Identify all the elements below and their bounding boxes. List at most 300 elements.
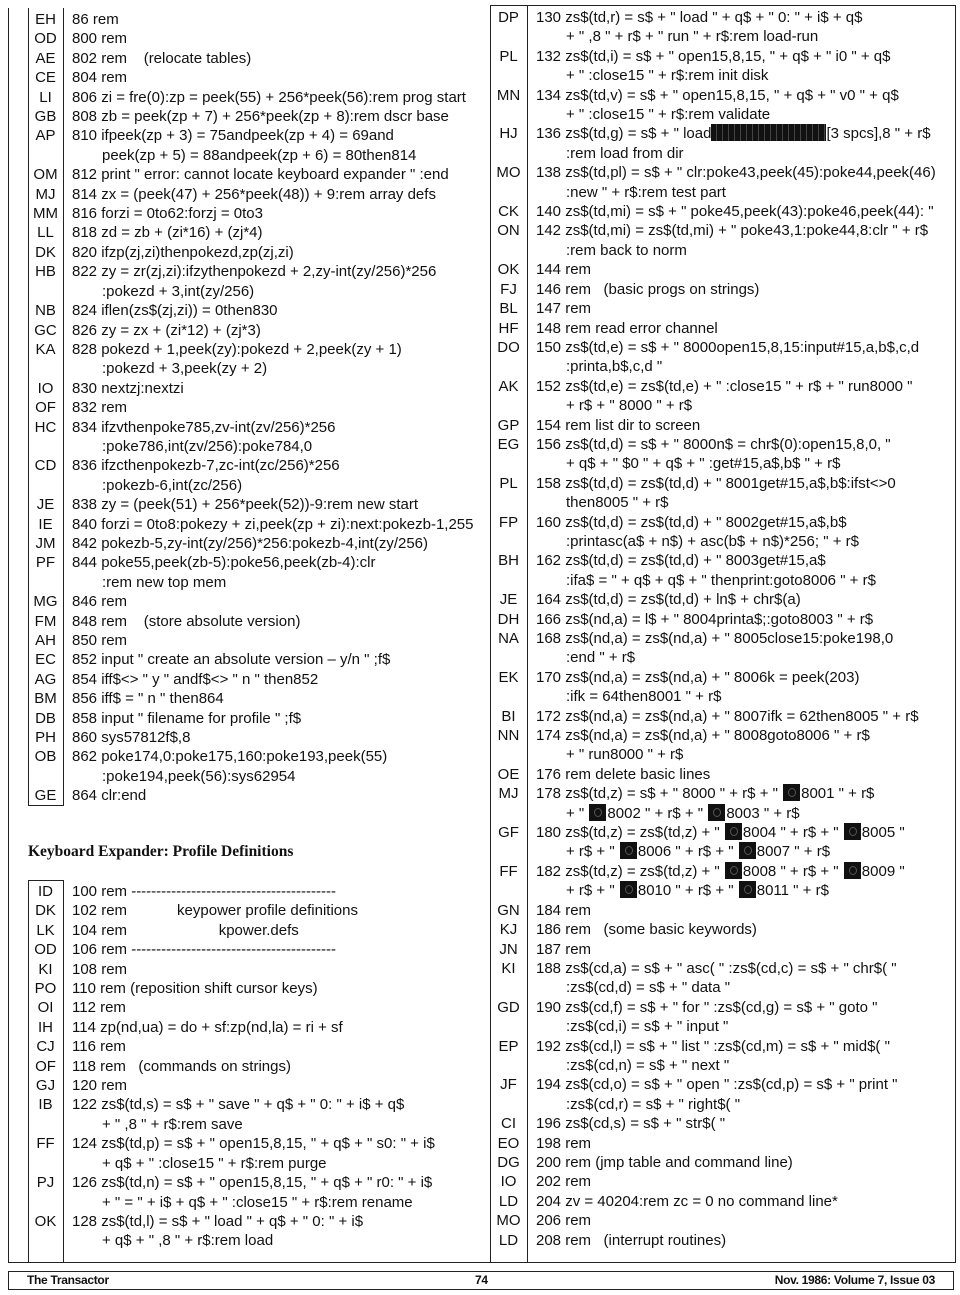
checksum-label: DG bbox=[497, 1153, 520, 1171]
code-text: 186 rem (some basic keywords) bbox=[536, 921, 757, 939]
code-segment: 8003 " + r$ bbox=[726, 804, 800, 822]
reverse-q-block-icon bbox=[844, 862, 861, 879]
checksum-label: OB bbox=[34, 748, 57, 766]
profile-code-listing bbox=[28, 882, 435, 1251]
code-text: :rem back to norm bbox=[566, 241, 687, 259]
code-text: 808 zb = peek(zp + 7) + 256*peek(zp + 8):rem dscr base bbox=[72, 108, 449, 126]
listing-line bbox=[490, 648, 936, 667]
checksum-label: KI bbox=[38, 960, 53, 978]
listing-line bbox=[490, 396, 936, 415]
listing-line bbox=[490, 1017, 936, 1036]
code-text: + q$ + " ,8 " + r$:rem load bbox=[102, 1232, 274, 1250]
listing-line bbox=[28, 340, 473, 359]
code-text: 842 pokezb-5,zy-int(zy/256)*256:pokezb-4,int(zy/256) bbox=[72, 534, 429, 552]
checksum-label: KA bbox=[35, 340, 56, 358]
checksum-label: DB bbox=[35, 709, 56, 727]
checksum-label: AE bbox=[35, 49, 56, 67]
code-text: 168 zs$(nd,a) = zs$(nd,a) + " 8005close15:poke198,0 bbox=[536, 630, 894, 647]
code-text: 164 zs$(td,d) = zs$(td,d) + ln$ + chr$(a) bbox=[536, 591, 801, 609]
listing-line bbox=[28, 1173, 435, 1192]
checksum-label: OF bbox=[35, 399, 56, 417]
code-text: 846 rem bbox=[72, 593, 128, 611]
code-text: 150 zs$(td,e) = s$ + " 8000open15,8,15:input#15,a,b$,c,d bbox=[536, 338, 920, 356]
code-text: :pokezb-6,int(zc/256) bbox=[102, 476, 243, 494]
checksum-label: JF bbox=[500, 1076, 517, 1094]
listing-line bbox=[28, 10, 473, 29]
checksum-label bbox=[490, 105, 527, 124]
checksum-label bbox=[28, 767, 63, 786]
reverse-q-block-icon bbox=[725, 823, 742, 840]
footer-page-number: 74 bbox=[475, 1273, 488, 1287]
reverse-q-block-icon bbox=[589, 804, 606, 821]
checksum-label: NN bbox=[497, 727, 520, 745]
checksum-label: FM bbox=[34, 612, 57, 630]
code-text: 104 rem kpower.defs bbox=[72, 921, 299, 939]
code-text: 814 zx = (peek(47) + 256*peek(48)) + 9:rem array defs bbox=[72, 185, 436, 203]
code-text: 114 zp(nd,ua) = do + sf:zp(nd,la) = ri + sf bbox=[72, 1018, 343, 1036]
checksum-label: AK bbox=[498, 377, 519, 395]
listing-line bbox=[28, 126, 473, 145]
listing-line bbox=[490, 784, 936, 803]
code-text: 108 rem bbox=[72, 960, 128, 978]
listing-line bbox=[490, 241, 936, 260]
code-text: 806 zi = fre(0):zp = peek(55) + 256*peek(56):rem prog start bbox=[72, 88, 466, 106]
listing-line bbox=[490, 163, 936, 182]
checksum-label bbox=[490, 396, 527, 415]
code-text: 166 zs$(nd,a) = l$ + " 8004printa$;:goto8003 " + r$ bbox=[536, 610, 874, 628]
checksum-label: AP bbox=[35, 127, 56, 145]
code-text: 128 zs$(td,l) = s$ + " load " + q$ + " 0: " + i$ bbox=[72, 1212, 364, 1230]
listing-line bbox=[490, 862, 936, 881]
listing-line bbox=[490, 493, 936, 512]
checksum-label: DK bbox=[35, 243, 56, 261]
listing-line bbox=[28, 650, 473, 669]
checksum-label bbox=[28, 282, 63, 301]
code-text: 856 iff$ = " n " then864 bbox=[72, 690, 224, 708]
checksum-label: MO bbox=[496, 1212, 521, 1230]
code-text: 124 zs$(td,p) = s$ + " open15,8,15, " + q$ + " s0: " + i$ bbox=[72, 1135, 435, 1153]
listing-line bbox=[490, 260, 936, 279]
listing-line bbox=[490, 338, 936, 357]
listing-line bbox=[490, 940, 936, 959]
checksum-label: DH bbox=[497, 610, 520, 628]
code-text: 176 rem delete basic lines bbox=[536, 765, 711, 783]
code-text: 818 zd = zb + (zi*16) + (zj*4) bbox=[72, 224, 263, 242]
code-text: 138 zs$(td,pl) = s$ + " clr:poke43,peek(45):poke44,peek(46) bbox=[536, 164, 936, 182]
page-bottom-rule bbox=[8, 1262, 955, 1263]
checksum-label: OM bbox=[33, 166, 58, 184]
listing-line bbox=[28, 418, 473, 437]
code-text: + r$ + " 8000 " + r$ bbox=[566, 397, 693, 415]
code-text: 810 ifpeek(zp + 3) = 75andpeek(zp + 4) = 69and bbox=[72, 127, 394, 145]
checksum-label: DP bbox=[498, 9, 519, 26]
code-segment: 8007 " + r$ bbox=[756, 843, 831, 861]
checksum-label: GB bbox=[34, 108, 57, 126]
code-segment: + " bbox=[566, 804, 589, 822]
reverse-q-block-icon bbox=[739, 842, 756, 859]
code-text: 162 zs$(td,d) = zs$(td,d) + " 8003get#15,a$ bbox=[536, 552, 826, 570]
code-text: 200 rem (jmp table and command line) bbox=[536, 1153, 793, 1171]
checksum-label bbox=[28, 476, 63, 495]
checksum-label bbox=[28, 359, 63, 378]
listing-line bbox=[28, 146, 473, 165]
checksum-label: EG bbox=[497, 435, 520, 453]
code-text: 192 zs$(cd,l) = s$ + " list " :zs$(cd,m) = s$ + " mid$( " bbox=[536, 1037, 890, 1055]
code-text: 100 rem ----------------------------------------- bbox=[72, 883, 336, 900]
checksum-label: DO bbox=[497, 338, 520, 356]
listing-line bbox=[28, 262, 473, 281]
checksum-label bbox=[490, 27, 527, 46]
code-segment: 8001 " + r$ bbox=[801, 785, 875, 803]
listing-line bbox=[490, 66, 936, 85]
checksum-label: BM bbox=[34, 690, 57, 708]
checksum-label bbox=[490, 532, 527, 551]
listing-line bbox=[28, 204, 473, 223]
code-text: :zs$(cd,n) = s$ + " next " bbox=[566, 1056, 730, 1074]
listing-line bbox=[28, 882, 435, 901]
code-segment: [3 spcs],8 " + r$ bbox=[826, 125, 931, 143]
listing-line bbox=[28, 553, 473, 572]
checksum-label bbox=[490, 1017, 527, 1036]
listing-line bbox=[490, 959, 936, 978]
listing-line bbox=[28, 515, 473, 534]
code-text: 816 forzi = 0to62:forzj = 0to3 bbox=[72, 205, 263, 223]
code-segment: 8004 " + r$ + " bbox=[742, 824, 843, 842]
code-text: 146 rem (basic progs on strings) bbox=[536, 280, 760, 298]
listing-line bbox=[28, 998, 435, 1017]
code-text: 144 rem bbox=[536, 261, 592, 279]
listing-line bbox=[490, 319, 936, 338]
checksum-label: NB bbox=[35, 302, 56, 320]
code-text: :poke194,peek(56):sys62954 bbox=[102, 767, 296, 785]
code-text: 194 zs$(cd,o) = s$ + " open " :zs$(cd,p) = s$ + " print " bbox=[536, 1076, 898, 1094]
code-text: 130 zs$(td,r) = s$ + " load " + q$ + " 0: " + i$ + q$ bbox=[536, 9, 863, 26]
checksum-label bbox=[490, 687, 527, 706]
code-text: 804 rem bbox=[72, 69, 128, 87]
code-text bbox=[527, 124, 931, 143]
listing-line bbox=[28, 921, 435, 940]
checksum-label: IO bbox=[37, 379, 54, 397]
listing-line bbox=[28, 88, 473, 107]
reverse-q-block-icon bbox=[783, 784, 800, 801]
listing-line bbox=[28, 282, 473, 301]
checksum-label: GN bbox=[497, 901, 520, 919]
reverse-cursor-bar-icon bbox=[711, 124, 826, 141]
checksum-label: HB bbox=[35, 263, 56, 281]
listing-line bbox=[490, 1153, 936, 1172]
code-text: 800 rem bbox=[72, 30, 128, 48]
reverse-q-block-icon bbox=[708, 804, 725, 821]
code-text: 840 forzi = 0to8:pokezy + zi,peek(zp + zi):next:pokezb-1,255 bbox=[72, 515, 474, 533]
checksum-label: MJ bbox=[35, 185, 56, 203]
checksum-label: PL bbox=[499, 47, 518, 65]
code-text: + q$ + " $0 " + q$ + " :get#15,a$,b$ " + r$ bbox=[566, 455, 841, 473]
listing-line bbox=[28, 1154, 435, 1173]
checksum-label: EC bbox=[35, 651, 56, 669]
listing-line bbox=[490, 513, 936, 532]
listing-line bbox=[28, 767, 473, 786]
checksum-label: HC bbox=[34, 418, 57, 436]
checksum-label: OF bbox=[35, 1057, 56, 1075]
listing-line bbox=[28, 534, 473, 553]
code-text: 836 ifzcthenpokezb-7,zc-int(zc/256)*256 bbox=[72, 457, 340, 475]
code-segment: 180 zs$(td,z) = zs$(td,z) + " bbox=[536, 824, 724, 842]
code-text: 860 sys57812f$,8 bbox=[72, 729, 191, 747]
checksum-label: OI bbox=[37, 999, 54, 1017]
checksum-label: EO bbox=[497, 1134, 520, 1152]
listing-line bbox=[490, 435, 936, 454]
checksum-label bbox=[490, 241, 527, 260]
code-segment: 8010 " + r$ + " bbox=[637, 882, 738, 900]
listing-line bbox=[28, 689, 473, 708]
listing-line bbox=[490, 610, 936, 629]
listing-line bbox=[490, 707, 936, 726]
checksum-label bbox=[28, 573, 63, 592]
listing-line bbox=[490, 687, 936, 706]
listing-line bbox=[28, 68, 473, 87]
code-text: 188 zs$(cd,a) = s$ + " asc( " :zs$(cd,c) = s$ + " chr$( " bbox=[536, 959, 897, 977]
code-text: :pokezd + 3,int(zy/256) bbox=[102, 282, 255, 300]
checksum-label: FP bbox=[498, 513, 519, 531]
left-code-listing bbox=[28, 10, 473, 806]
reverse-q-block-icon bbox=[725, 862, 742, 879]
code-text: 148 rem read error channel bbox=[536, 319, 718, 337]
code-text: :printa,b$,c,d " bbox=[566, 358, 663, 376]
checksum-label: GJ bbox=[35, 1077, 56, 1095]
checksum-label bbox=[490, 978, 527, 997]
listing-line bbox=[490, 745, 936, 764]
listing-line bbox=[28, 612, 473, 631]
code-segment: 8011 " + r$ bbox=[756, 882, 829, 900]
code-text: 850 rem bbox=[72, 632, 128, 649]
code-text: 112 rem bbox=[72, 999, 126, 1017]
code-text: 834 ifzvthenpoke785,zv-int(zv/256)*256 bbox=[72, 418, 336, 436]
listing-line bbox=[490, 377, 936, 396]
code-text bbox=[527, 784, 874, 803]
listing-line bbox=[28, 747, 473, 766]
checksum-label: FF bbox=[499, 862, 518, 880]
code-text: 830 nextzj:nextzi bbox=[72, 379, 184, 397]
code-text: 184 rem bbox=[536, 901, 592, 919]
code-text: :printasc(a$ + n$) + asc(b$ + n$)*256; " + r$ bbox=[566, 532, 859, 550]
listing-line bbox=[490, 998, 936, 1017]
listing-line bbox=[490, 551, 936, 570]
code-segment: 8009 " bbox=[861, 862, 905, 880]
checksum-label bbox=[28, 1193, 63, 1212]
listing-line bbox=[490, 571, 936, 590]
code-text: :zs$(cd,d) = s$ + " data " bbox=[566, 979, 731, 997]
reverse-q-block-icon bbox=[844, 823, 861, 840]
checksum-label: JN bbox=[499, 940, 518, 958]
checksum-label: JM bbox=[35, 534, 56, 552]
code-text: + " ,8 " + r$:rem save bbox=[102, 1115, 243, 1133]
checksum-label bbox=[490, 493, 527, 512]
listing-line bbox=[28, 709, 473, 728]
listing-line bbox=[490, 474, 936, 493]
checksum-label bbox=[28, 1115, 63, 1134]
code-text: 86 rem bbox=[72, 11, 119, 28]
code-text: + " run8000 " + r$ bbox=[566, 746, 684, 764]
checksum-label: LI bbox=[39, 88, 52, 106]
checksum-label bbox=[490, 648, 527, 667]
listing-line bbox=[490, 27, 936, 46]
code-text: 206 rem bbox=[536, 1212, 592, 1230]
code-segment: + r$ + " bbox=[566, 843, 619, 861]
checksum-label: HF bbox=[498, 319, 519, 337]
listing-line bbox=[28, 1193, 435, 1212]
listing-line bbox=[490, 299, 936, 318]
listing-line bbox=[28, 1231, 435, 1250]
checksum-label: PJ bbox=[36, 1174, 55, 1192]
checksum-label: IO bbox=[500, 1173, 517, 1191]
code-text: + " = " + i$ + q$ + " :close15 " + r$:rem rename bbox=[102, 1193, 413, 1211]
listing-line bbox=[28, 592, 473, 611]
code-segment: 136 zs$(td,g) = s$ + " load bbox=[536, 125, 712, 143]
code-text: 802 rem (relocate tables) bbox=[72, 49, 252, 67]
checksum-label: GF bbox=[498, 824, 519, 842]
code-segment: 178 zs$(td,z) = s$ + " 8000 " + r$ + " bbox=[536, 785, 783, 803]
listing-line bbox=[490, 454, 936, 473]
listing-line bbox=[28, 165, 473, 184]
profile-listing-top-rule bbox=[28, 880, 64, 881]
code-text bbox=[527, 842, 830, 861]
checksum-label: OD bbox=[34, 30, 57, 48]
checksum-label: PL bbox=[499, 474, 518, 492]
checksum-label: GC bbox=[34, 321, 57, 339]
listing-line bbox=[28, 573, 473, 592]
code-text: 110 rem (reposition shift cursor keys) bbox=[72, 980, 318, 998]
listing-line bbox=[28, 495, 473, 514]
listing-line bbox=[490, 1075, 936, 1094]
code-text: 106 rem ----------------------------------------- bbox=[72, 941, 336, 959]
listing-line bbox=[28, 321, 473, 340]
code-text: 864 clr:end bbox=[72, 787, 147, 805]
code-text: 154 rem list dir to screen bbox=[536, 416, 701, 434]
listing-line bbox=[28, 631, 473, 650]
code-text bbox=[527, 881, 829, 900]
listing-line bbox=[490, 978, 936, 997]
checksum-label: BH bbox=[498, 552, 519, 570]
section-heading: Keyboard Expander: Profile Definitions bbox=[28, 843, 294, 860]
code-text: 198 rem bbox=[536, 1134, 592, 1152]
page-left-rule bbox=[8, 8, 9, 1263]
code-text: 858 input " filename for profile " ;f$ bbox=[72, 709, 302, 727]
reverse-q-block-icon bbox=[620, 881, 637, 898]
code-text: 172 zs$(nd,a) = zs$(nd,a) + " 8007ifk = 62then8005 " + r$ bbox=[536, 707, 919, 725]
checksum-label: ON bbox=[497, 222, 520, 240]
listing-line bbox=[28, 456, 473, 475]
code-segment: 182 zs$(td,z) = zs$(td,z) + " bbox=[536, 862, 724, 880]
checksum-label: DK bbox=[35, 902, 56, 920]
listing-line bbox=[490, 1211, 936, 1230]
footer-publication: The Transactor bbox=[27, 1273, 109, 1287]
checksum-label: OE bbox=[497, 765, 520, 783]
reverse-q-block-icon bbox=[739, 881, 756, 898]
code-text: 158 zs$(td,d) = zs$(td,d) + " 8001get#15,a$,b$:ifst<>0 bbox=[536, 474, 896, 492]
code-text: 844 poke55,peek(zb-5):poke56,peek(zb-4):clr bbox=[72, 554, 376, 572]
code-segment: + r$ + " bbox=[566, 882, 619, 900]
checksum-label: FF bbox=[36, 1135, 55, 1153]
listing-line bbox=[490, 221, 936, 240]
listing-line bbox=[490, 1095, 936, 1114]
checksum-label bbox=[28, 146, 63, 165]
listing-line bbox=[490, 144, 936, 163]
code-text: 826 zy = zx + (zi*12) + (zj*3) bbox=[72, 321, 261, 339]
listing-line bbox=[28, 107, 473, 126]
checksum-label: FJ bbox=[500, 280, 517, 298]
code-text: 824 iflen(zs$(zj,zi)) = 0then830 bbox=[72, 302, 278, 320]
listing-line bbox=[28, 437, 473, 456]
checksum-label: GD bbox=[497, 998, 520, 1016]
code-text bbox=[527, 862, 905, 881]
checksum-label: GP bbox=[497, 416, 520, 434]
listing-line bbox=[490, 1231, 936, 1250]
checksum-label: IE bbox=[38, 515, 53, 533]
code-text: 190 zs$(cd,f) = s$ + " for " :zs$(cd,g) = s$ + " goto " bbox=[536, 998, 878, 1016]
code-text: :ifa$ = " + q$ + q$ + " thenprint:goto8006 " + r$ bbox=[566, 571, 876, 589]
listing-line bbox=[28, 1057, 435, 1076]
checksum-label: ID bbox=[38, 883, 53, 900]
listing-line bbox=[28, 1018, 435, 1037]
listing-line bbox=[490, 47, 936, 66]
checksum-label bbox=[490, 571, 527, 590]
checksum-label: LK bbox=[36, 921, 55, 939]
checksum-label: CD bbox=[34, 457, 57, 475]
listing-line bbox=[490, 86, 936, 105]
listing-line bbox=[28, 359, 473, 378]
code-text: + " :close15 " + r$:rem init disk bbox=[566, 67, 769, 85]
checksum-label bbox=[490, 454, 527, 473]
code-text: :ifk = 64then8001 " + r$ bbox=[566, 688, 722, 706]
code-text: 122 zs$(td,s) = s$ + " save " + q$ + " 0: " + i$ + q$ bbox=[72, 1096, 405, 1114]
listing-line bbox=[28, 476, 473, 495]
checksum-label: BL bbox=[499, 300, 518, 318]
listing-line bbox=[28, 185, 473, 204]
listing-line bbox=[490, 1172, 936, 1191]
listing-line bbox=[490, 183, 936, 202]
code-text: 174 zs$(nd,a) = zs$(nd,a) + " 8008goto8006 " + r$ bbox=[536, 727, 870, 745]
code-text: + " ,8 " + r$ + " run " + r$:rem load-run bbox=[566, 28, 819, 46]
checksum-label: OK bbox=[497, 261, 520, 279]
checksum-label: PO bbox=[34, 980, 57, 998]
code-text: 854 iff$<> " y " andf$<> " n " then852 bbox=[72, 670, 319, 688]
code-text: 832 rem bbox=[72, 399, 128, 417]
listing-line bbox=[490, 920, 936, 939]
reverse-q-block-icon bbox=[620, 842, 637, 859]
code-segment: 8008 " + r$ + " bbox=[742, 862, 843, 880]
listing-line bbox=[490, 416, 936, 435]
listing-line bbox=[28, 960, 435, 979]
listing-line bbox=[28, 1076, 435, 1095]
right-code-listing bbox=[490, 8, 936, 1250]
checksum-label: LL bbox=[37, 224, 54, 242]
code-text: 848 rem (store absolute version) bbox=[72, 612, 301, 630]
code-text: + " :close15 " + r$:rem validate bbox=[566, 106, 771, 124]
code-text: 134 zs$(td,v) = s$ + " open15,8,15, " + q$ + " v0 " + q$ bbox=[536, 86, 899, 104]
code-segment: 8005 " bbox=[861, 824, 905, 842]
checksum-label: LD bbox=[498, 1231, 519, 1249]
listing-line bbox=[490, 532, 936, 551]
listing-line bbox=[28, 379, 473, 398]
listing-line bbox=[490, 1056, 936, 1075]
code-segment: 8002 " + r$ + " bbox=[607, 804, 708, 822]
checksum-label: EP bbox=[498, 1037, 519, 1055]
code-text: 822 zy = zr(zj,zi):ifzythenpokezd + 2,zy-int(zy/256)*256 bbox=[72, 263, 437, 281]
code-text: :poke786,int(zv/256):poke784,0 bbox=[102, 437, 313, 455]
listing-line bbox=[28, 243, 473, 262]
code-text: 118 rem (commands on strings) bbox=[72, 1057, 291, 1075]
checksum-label: MJ bbox=[498, 785, 519, 803]
